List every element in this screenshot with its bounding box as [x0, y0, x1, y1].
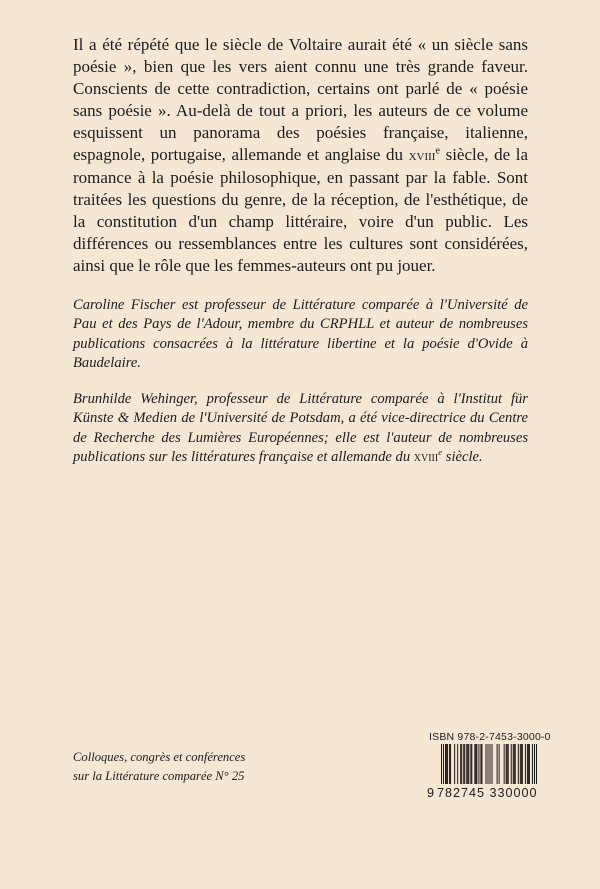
barcode-bar	[508, 744, 509, 784]
barcode-bar	[460, 744, 461, 784]
barcode-bar	[461, 744, 462, 784]
barcode-bar	[528, 744, 529, 784]
barcode-bar	[445, 744, 446, 784]
barcode-bar	[507, 744, 508, 784]
barcode-bar	[485, 744, 486, 784]
isbn-label: ISBN 978-2-7453-3000-0	[429, 731, 551, 743]
barcode-bar	[515, 744, 516, 784]
barcode-bar	[532, 744, 533, 784]
barcode-bar	[441, 744, 442, 784]
barcode-bar	[513, 744, 514, 784]
editor-bio-wehinger: Brunhilde Wehinger, professeur de Littérature comparée à l'Institut für Künste & Medien de l'Université de Potsdam, a été vice-directrice du Centre de Recherche des Lumières Européennes; elle est l'auteur de nombreuses publications sur les littératures française et allemande du xviii$^e$ siècle.	[73, 391, 528, 466]
barcode-bar	[514, 744, 515, 784]
barcode-bar	[447, 744, 448, 784]
editor-bio-fischer: Caroline Fischer est professeur de Littérature comparée à l'Université de Pau et des Pays de l'Adour, membre du CRPHLL et auteur de nombreuses publications consacrées à la littérature libertine et la poésie d'Ovide à Baudelaire.	[73, 297, 528, 372]
barcode-bar	[487, 744, 488, 784]
barcode	[441, 744, 537, 784]
barcode-bar	[454, 744, 455, 784]
barcode-bar	[490, 744, 491, 784]
barcode-bar	[446, 744, 447, 784]
summary-paragraph: Il a été répété que le siècle de Voltaire aurait été « un siècle sans poésie », bien que les vers aient connu une très grande faveur. Conscients de cette contradiction, certains ont parlé de « poésie sans poésie ». Au-delà de tout a priori, les auteurs de ce volume esquissent un panorama des poésies française, italienne, espagnole, portugaise, allemande et anglaise du xviii$^e$ siècle, de la romance à la poésie philosophique, en passant par la fable. Sont traitées les questions du genre, de la réception, de l'esthétique, de la constitution d'un champ littéraire, voire d'un public. Les différences ou ressemblances entre les cultures sont considérées, ainsi que le rôle que les femmes-auteurs ont pu jouer.	[73, 35, 529, 275]
barcode-bar	[476, 744, 477, 784]
barcode-bar	[518, 744, 519, 784]
barcode-bar	[534, 744, 535, 784]
barcode-bar	[449, 744, 450, 784]
barcode-bar	[506, 744, 507, 784]
barcode-bar	[464, 744, 465, 784]
barcode-bar	[474, 744, 475, 784]
barcode-bar	[529, 744, 530, 784]
barcode-bar	[521, 744, 522, 784]
barcode-bar	[475, 744, 476, 784]
barcode-bar	[525, 744, 526, 784]
barcode-bar	[468, 744, 469, 784]
barcode-bar	[466, 744, 467, 784]
barcode-bar	[463, 744, 464, 784]
barcode-bar	[504, 744, 505, 784]
barcode-bar	[511, 744, 512, 784]
barcode-bar	[470, 744, 471, 784]
barcode-bar	[527, 744, 528, 784]
barcode-bar	[478, 744, 479, 784]
barcode-bar	[520, 744, 521, 784]
barcode-bar	[497, 744, 498, 784]
barcode-bar	[536, 744, 537, 784]
barcode-bar	[471, 744, 472, 784]
barcode-bar	[481, 744, 482, 784]
barcode-digits: 9 782745 330000	[427, 786, 538, 800]
barcode-bar	[467, 744, 468, 784]
series-title: Colloques, congrès et conférences sur la Littérature comparée N° 25	[73, 750, 246, 783]
barcode-bar	[499, 744, 500, 784]
barcode-bar	[457, 744, 458, 784]
back-cover-summary	[73, 34, 528, 277]
barcode-bar	[480, 744, 481, 784]
barcode-bar	[522, 744, 523, 784]
barcode-bar	[443, 744, 444, 784]
barcode-bar	[450, 744, 451, 784]
barcode-bar	[492, 744, 493, 784]
